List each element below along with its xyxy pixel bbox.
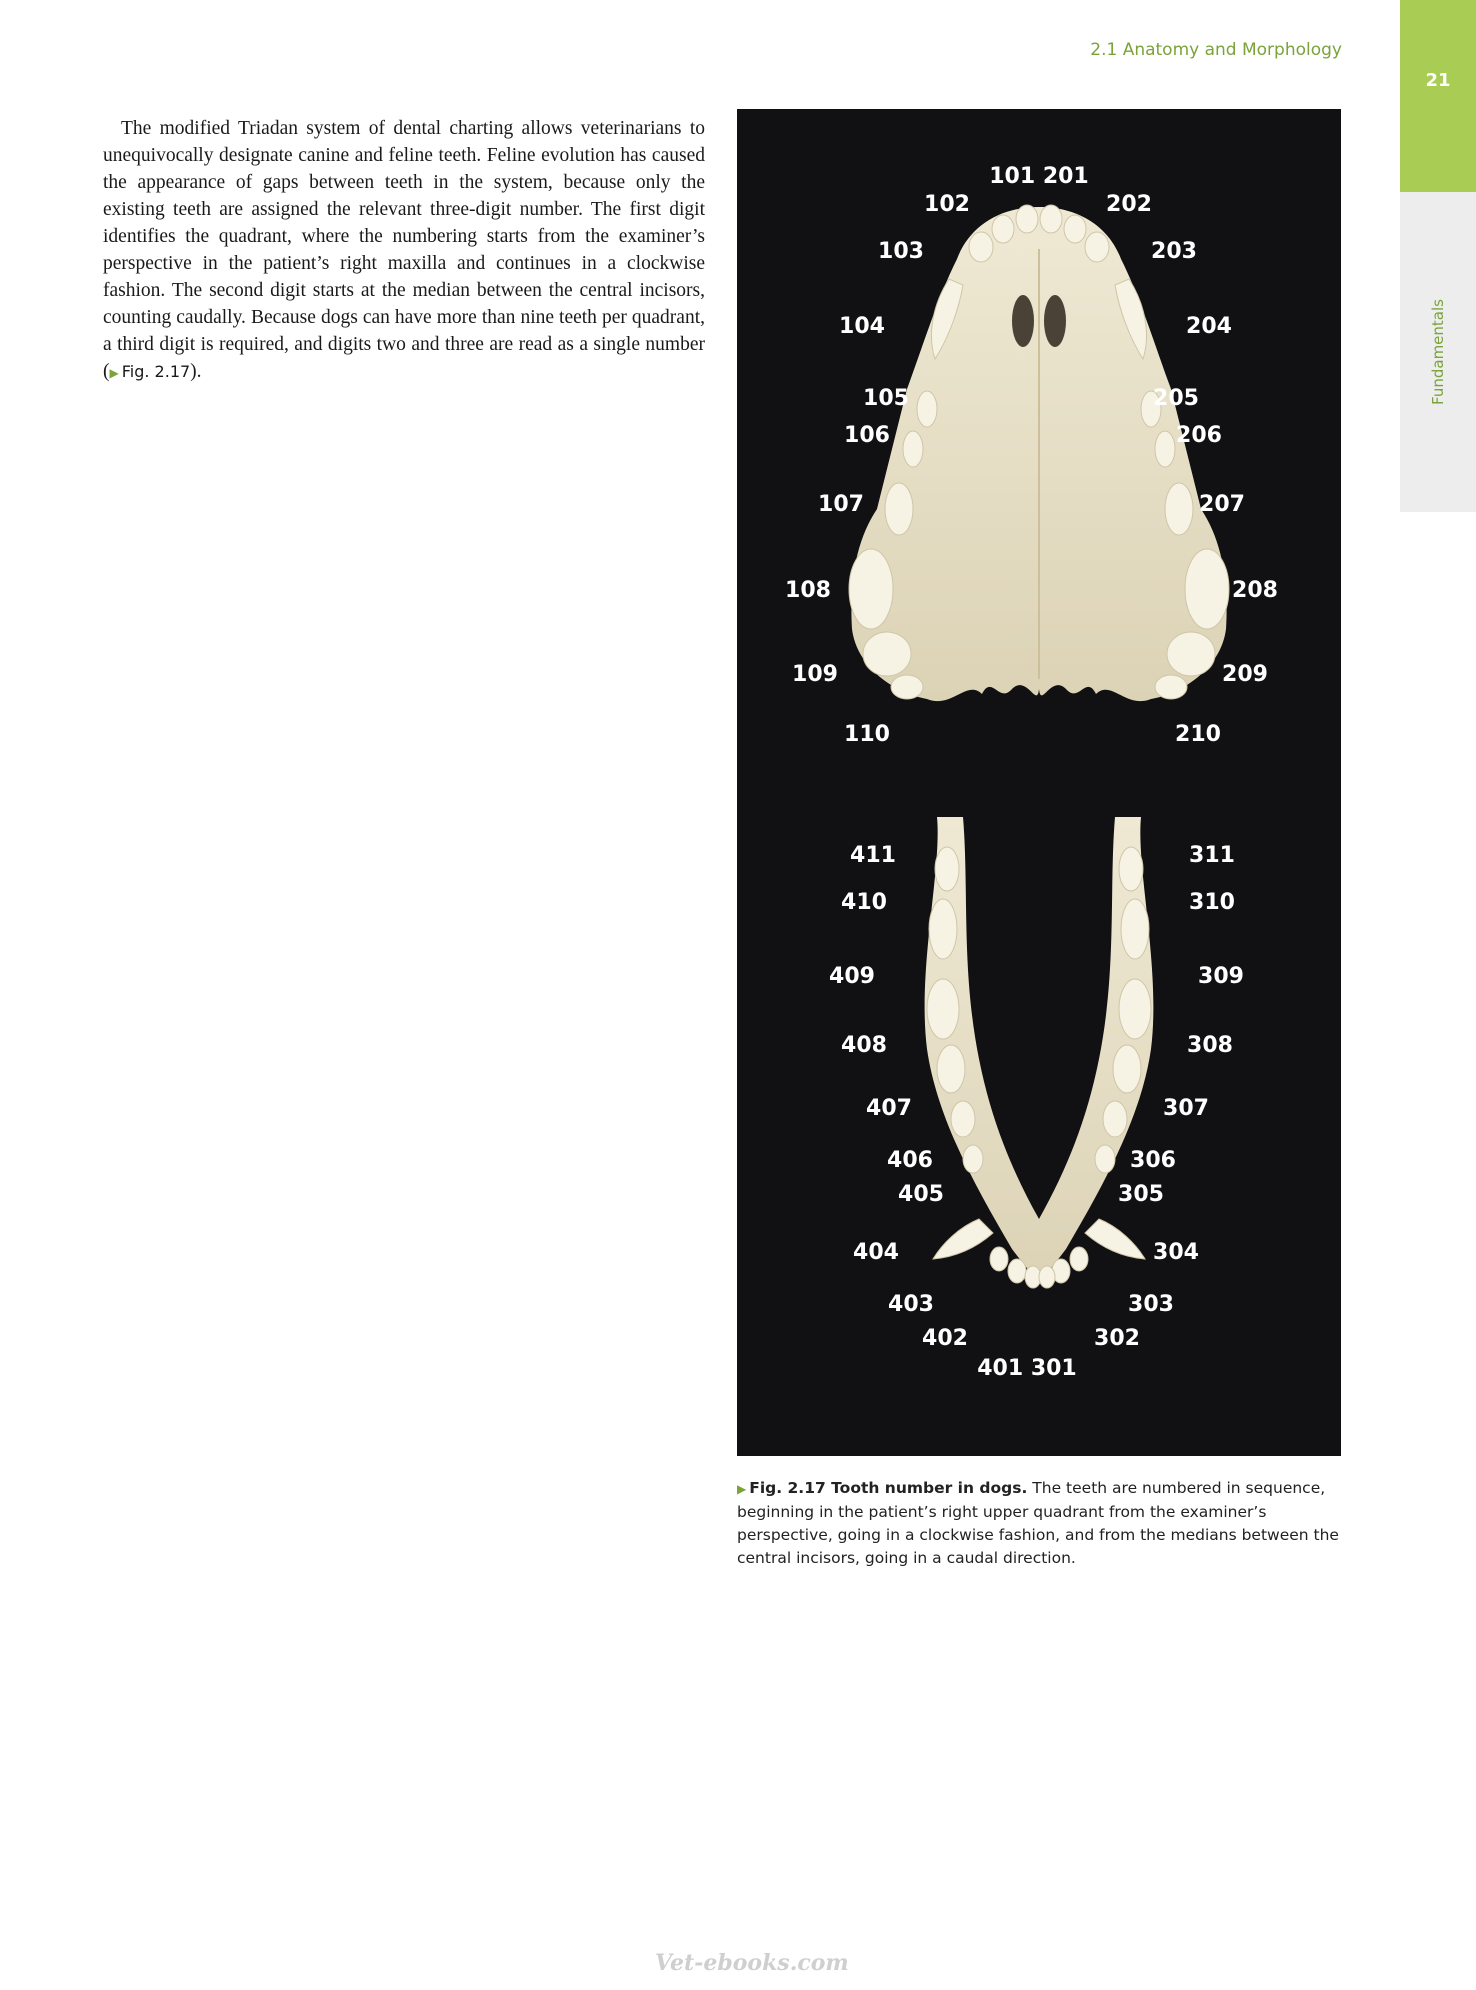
palatine-fissure bbox=[1012, 295, 1034, 347]
tooth-label: 209 bbox=[1222, 662, 1268, 687]
body-paragraph-text: The modified Triadan system of dental charting allows veterinarians to unequivocally designate canine and feline teeth. Feline evolution has caused the appearance of gaps between teeth in the system, because only the existing teeth are assigned the relevant three-digit number. The first digit identifies the quadrant, where the numbering starts from the examiner’s perspective in the patient’s right maxilla and continues in a clockwise fashion. The second digit starts at the median between the central incisors, counting caudally. Because dogs can have more than nine teeth per quadrant, a third digit is required, and digits two and three are read as a single number ( bbox=[103, 118, 705, 382]
tooth-label: 309 bbox=[1198, 964, 1244, 989]
tooth-label: 110 bbox=[844, 722, 890, 747]
lower-tooth-labels bbox=[829, 843, 1244, 1381]
tooth-label: 306 bbox=[1130, 1148, 1176, 1173]
tooth-label: 409 bbox=[829, 964, 875, 989]
tooth-label: 407 bbox=[866, 1096, 912, 1121]
tooth-label: 406 bbox=[887, 1148, 933, 1173]
tooth-label: 302 bbox=[1094, 1326, 1140, 1351]
figure-reference-link[interactable] bbox=[110, 362, 191, 381]
tooth-label: 104 bbox=[839, 314, 885, 339]
tooth-label: 307 bbox=[1163, 1096, 1209, 1121]
watermark-logo: Vet-ebooks.com bbox=[655, 1950, 849, 1976]
page-number-tab bbox=[1400, 0, 1476, 192]
tooth-label: 402 bbox=[922, 1326, 968, 1351]
section-tab bbox=[1400, 192, 1476, 512]
tooth-label: 210 bbox=[1175, 722, 1221, 747]
tooth-label: 308 bbox=[1187, 1033, 1233, 1058]
arrow-right-icon: ▶ bbox=[109, 366, 119, 380]
tooth-label: 107 bbox=[818, 492, 864, 517]
upper-jaw bbox=[849, 205, 1229, 701]
tooth-label: 303 bbox=[1128, 1292, 1174, 1317]
tooth-label: 408 bbox=[841, 1033, 887, 1058]
tooth-label: 310 bbox=[1189, 890, 1235, 915]
tooth-label: 403 bbox=[888, 1292, 934, 1317]
tooth-label: 203 bbox=[1151, 239, 1197, 264]
figure-skull-illustration bbox=[737, 109, 1341, 1456]
palatine-fissure bbox=[1044, 295, 1066, 347]
figure-reference-label: Fig. 2.17 bbox=[121, 362, 191, 381]
tooth-label: 108 bbox=[785, 578, 831, 603]
arrow-right-icon: ▶ bbox=[737, 1482, 747, 1496]
tooth-label: 105 bbox=[863, 386, 909, 411]
tooth-label: 311 bbox=[1189, 843, 1235, 868]
tooth-label: 205 bbox=[1153, 386, 1199, 411]
tooth-label: 410 bbox=[841, 890, 887, 915]
section-tab-label: Fundamentals bbox=[1429, 299, 1447, 405]
tooth-label: 103 bbox=[878, 239, 924, 264]
tooth-label: 204 bbox=[1186, 314, 1232, 339]
tooth-label: 404 bbox=[853, 1240, 899, 1265]
tooth-label: 207 bbox=[1199, 492, 1245, 517]
tooth-label: 106 bbox=[844, 423, 890, 448]
caption-text: The teeth are numbered in sequence, beginning in the patient’s right upper quadrant from the examiner’s perspective, going in a clockwise fashion, and from the medians between the central incisors, going in a caudal direction. bbox=[737, 1479, 1339, 1567]
page-number: 21 bbox=[1425, 70, 1451, 91]
tooth-label: 304 bbox=[1153, 1240, 1199, 1265]
tooth-label: 206 bbox=[1176, 423, 1222, 448]
body-paragraph bbox=[103, 115, 705, 387]
tooth-label: 102 bbox=[924, 192, 970, 217]
tooth-label: 109 bbox=[792, 662, 838, 687]
body-paragraph-end: ). bbox=[190, 361, 202, 382]
tooth-label: 202 bbox=[1106, 192, 1152, 217]
tooth-label: 401 301 bbox=[977, 1356, 1077, 1381]
caption-label: Fig. 2.17 Tooth number in dogs. bbox=[749, 1479, 1028, 1497]
tooth-label: 208 bbox=[1232, 578, 1278, 603]
figure-tooth-numbering bbox=[737, 109, 1341, 1456]
tooth-label: 305 bbox=[1118, 1182, 1164, 1207]
figure-caption bbox=[737, 1477, 1341, 1570]
lower-jaw bbox=[925, 817, 1154, 1288]
tooth-label: 405 bbox=[898, 1182, 944, 1207]
tooth-label: 101 201 bbox=[989, 164, 1089, 189]
running-head: 2.1 Anatomy and Morphology bbox=[1090, 40, 1342, 60]
tooth-label: 411 bbox=[850, 843, 896, 868]
